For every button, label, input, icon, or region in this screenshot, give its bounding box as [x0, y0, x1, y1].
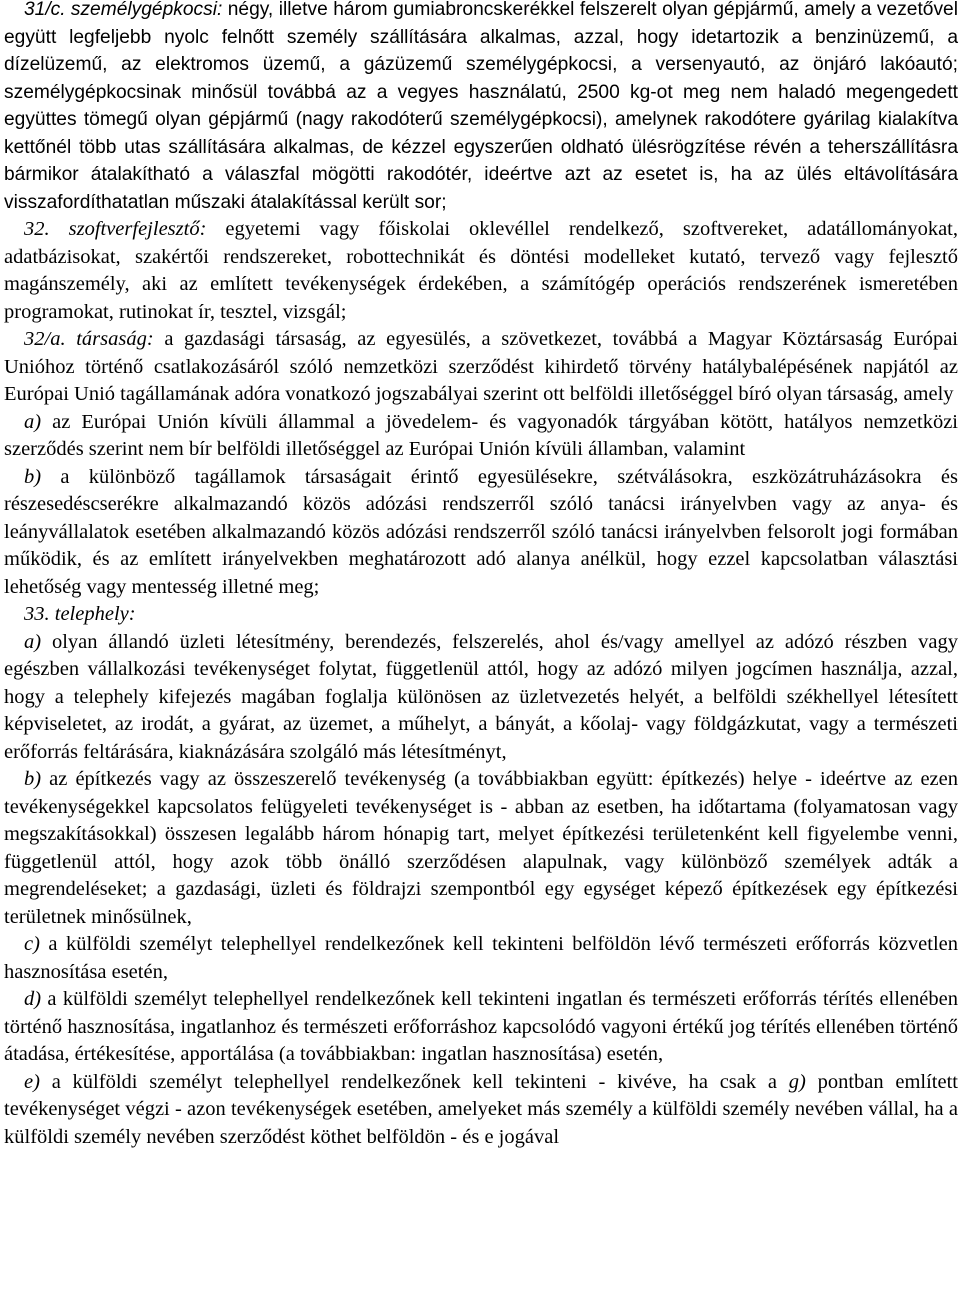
item-text: az Európai Unión kívüli állammal a jövedelem- és vagyonadók tárgyában kötött, hatályos nemzetközi szerződés szerint nem bír belföldi illetőséggel az Európai Unión kívüli államban, valamint [4, 410, 958, 460]
item-text: a külföldi személyt telephellyel rendelkezőnek kell tekinteni - kivéve, ha csak a [39, 1070, 789, 1093]
definition-number: 32/a. [24, 328, 66, 350]
list-item-32a-b [4, 464, 958, 602]
item-text: a különböző tagállamok társaságait érintő egyesülésekre, szétválásokra, eszközátruházásokra és részesedéscserékre alkalmazandó közös adózási rendszerről szóló tanácsi irányelvben vagy az anya- és leányvállalatok esetében alkalmazandó közös adózási rendszerről szóló tanácsi irányelvben felsorolt jogi formában működik, és az említett irányelvekben meghatározott adó alanya anélkül, hogy ezzel kapcsolatban választási lehetőség vagy mentesség illetné meg; [4, 465, 958, 598]
list-item-33-d [4, 986, 958, 1069]
item-letter: e) [24, 1070, 40, 1093]
item-letter: b) [24, 768, 42, 790]
item-reference: g) [788, 1070, 806, 1093]
definition-term: szoftverfejlesztő: [68, 218, 207, 240]
item-letter: d) [24, 988, 42, 1010]
item-text-continued: pontban említett tevékenységet végzi - azon tevékenységek esetében, amelyeket más személy a külföldi személy nevében vállal, ha a külföldi személy nevében szerződést köthet belföldön - és e jogával [4, 1070, 958, 1148]
item-letter: a) [24, 630, 42, 653]
item-text: a külföldi személyt telephellyel rendelkezőnek kell tekinteni belföldön lévő természeti erőforrás közvetlen hasznosítása esetén, [4, 933, 958, 983]
definition-number: 31/c. [24, 0, 66, 20]
definition-text: egyetemi vagy főiskolai oklevéllel rendelkező, szoftvereket, adatállományokat, adatbázisokat, szakértői rendszereket, robottechnikát és döntési modelleket kutató, tervező vagy fejlesztő magánszemély, aki az említett tevékenységek érdekében, a számítógép operációs rendszerének ismeretében programokat, rutinokat ír, tesztel, vizsgál; [4, 218, 959, 323]
definition-number: 32. [24, 218, 50, 240]
item-text: a külföldi személyt telephellyel rendelkezőnek kell tekinteni ingatlan és természeti erőforrás térítés ellenében történő hasznosítása, ingatlanhoz és természeti erőforráshoz kapcsolódó vagyoni értékű jog térítés ellenében történő átadása, értékesítése, apportálása (a továbbiakban: ingatlan hasznosítása) esetén, [4, 988, 958, 1065]
definition-text: négy, illetve három gumiabroncskerékkel felszerelt olyan gépjármű, amely a vezetővel együtt legfeljebb nyolc felnőtt személy szállítására alkalmas, azzal, hogy idetartozik a benzinüzemű, a dízelüzemű, az elektromos üzemű, a gázüzemű személygépkocsi, a versenyautó, az önjáró lakóautó; személygépkocsinak minősül továbbá az a vegyes használatú, 2500 kg-ot meg nem haladó megengedett együttes tömegű olyan gépjármű (nagy rakodóterű személygépkocsi), amelynek rakodótere gyárilag kialakítva kettőnél több utas szállítására alkalmas, de kézzel egyszerűen oldható ülésrögzítése révén a teherszállításra bármikor átalakítható a válaszfal mögötti rakodótér, ideértve azt az esetet is, ha az ülés eltávolítására visszafordíthatatlan műszaki átalakítással került sor; [4, 0, 958, 213]
definition-32a [4, 326, 958, 409]
item-text: az építkezés vagy az összeszerelő tevékenység (a továbbiakban együtt: építkezés) helye - ideértve az ezen tevékenységekkel kapcsolatos felügyeleti tevékenységet is - abban az esetben, ha időtartama (folyamatosan vagy megszakításokkal) összesen legalább három hónapig tart, melyet építkezési területenként kell figyelembe venni, függetlenül attól, hogy azok több önálló szerződésen alapulnak, vagy különböző személyek adták a megrendeléseket; a gazdasági, üzleti és földrajzi szempontból egy egységet képező építkezések egy építkezési területnek minősülnek, [4, 768, 958, 928]
definition-heading: 33. telephely: [24, 603, 136, 625]
document-page [4, 0, 958, 1151]
list-item-32a-a [4, 409, 958, 464]
item-text: olyan állandó üzleti létesítmény, berendezés, felszerelés, ahol és/vagy amellyel az adózó részben vagy egészben vállalkozási tevékenységet folytat, függetlenül attól, hogy az adózó milyen jogcímen használja, azzal, hogy a telephely kifejezés magában foglalja különösen az üzletvezetés helyét, a belföldi székhellyel létesített képviseletet, az irodát, a gyárat, az üzemet, a műhelyt, a bányát, a kőolaj- vagy földgázkutat, vagy a természeti erőforrás feltárására, kiaknázására szolgáló más létesítményt, [4, 630, 958, 763]
list-item-33-e [4, 1069, 958, 1152]
list-item-33-c [4, 931, 958, 986]
list-item-33-b [4, 766, 958, 931]
item-letter: b) [24, 465, 42, 488]
definition-31c [4, 0, 958, 216]
item-letter: a) [24, 410, 42, 433]
definition-32 [4, 216, 958, 326]
definition-33-heading [4, 601, 958, 629]
definition-text: a gazdasági társaság, az egyesülés, a szövetkezet, továbbá a Magyar Köztársaság Európai Unióhoz történő csatlakozásáról szóló nemzetközi szerződést kihirdető törvény hatálybalépésének napjától az Európai Unió tagállamának adóra vonatkozó jogszabályai szerint ott belföldi illetőséggel bíró olyan társaság, amely [4, 328, 958, 405]
list-item-33-a [4, 629, 958, 767]
definition-term: személygépkocsi: [70, 0, 223, 20]
item-letter: c) [24, 933, 40, 955]
definition-term: társaság: [76, 328, 154, 350]
